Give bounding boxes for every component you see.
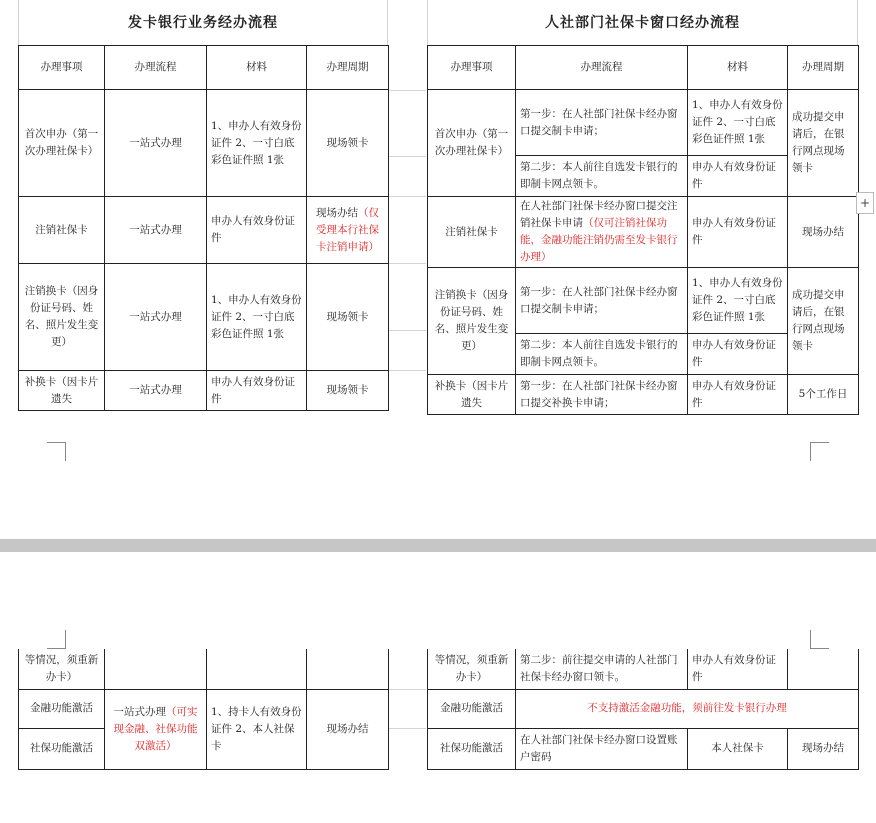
table-row <box>19 689 389 728</box>
process-text: 一站式办理 <box>113 705 166 718</box>
cell-empty <box>788 649 859 689</box>
cell-process: 在人社部门社保卡经办窗口设置账户密码 <box>516 728 688 769</box>
expand-icon[interactable]: + <box>856 192 874 214</box>
table-row <box>428 268 859 334</box>
page-guide <box>388 90 426 91</box>
table-row <box>19 197 389 264</box>
cell-material: 申办人有效身份证件 <box>688 334 788 375</box>
page-guide <box>388 728 426 729</box>
right-table-continued <box>427 649 859 770</box>
cell-step: 第二步：本人前往自选发卡银行的即制卡网点领卡。 <box>516 156 688 197</box>
cell-item: 注销换卡（因身份证号码、姓名、照片发生变更） <box>19 264 105 371</box>
page-break-gap <box>0 539 876 552</box>
page-corner-mark <box>810 442 829 461</box>
cell-material: 申办人有效身份证件 <box>688 197 788 268</box>
process-note: （仅可注销社保功能，金融功能注销仍需至发卡银行办理） <box>520 217 678 263</box>
cell-note: 不支持激活金融功能，须前往发卡银行办理 <box>516 689 859 728</box>
cell-material: 申办人有效身份证件 <box>207 371 307 411</box>
cell-material: 申办人有效身份证件 <box>688 375 788 415</box>
page-guide <box>388 689 426 690</box>
cell-period: 5个工作日 <box>788 375 859 415</box>
header-process: 办理流程 <box>105 46 207 90</box>
page-guide <box>388 370 426 371</box>
table-row <box>428 689 859 728</box>
cell-step: 第一步：在人社部门社保卡经办窗口提交制卡申请； <box>516 90 688 156</box>
cell-material: 申办人有效身份证件 <box>688 156 788 197</box>
cell-process: 一站式办理 <box>105 264 207 371</box>
page-corner-mark <box>47 630 66 649</box>
cell-material: 1、申办人有效身份证件 2、一寸白底彩色证件照 1张 <box>207 264 307 371</box>
header-process: 办理流程 <box>516 46 688 90</box>
cell-material: 申办人有效身份证件 <box>688 649 788 689</box>
cell-period: 现场领卡 <box>307 264 389 371</box>
right-table <box>427 45 859 415</box>
table-row <box>428 197 859 268</box>
table-row <box>19 90 389 197</box>
cell-process <box>105 689 207 769</box>
cell-item: 注销社保卡 <box>428 197 516 268</box>
cell-material: 申办人有效身份证件 <box>207 197 307 264</box>
header-period: 办理周期 <box>788 46 859 90</box>
cell-item: 社保功能激活 <box>428 728 516 769</box>
cell-item: 补换卡（因卡片遗失 <box>428 375 516 415</box>
process-note: （可实现金融、社保功能双激活） <box>113 705 198 752</box>
cell-period: 成功提交申请后，在银行网点现场领卡 <box>788 90 859 197</box>
table-row <box>19 649 389 689</box>
header-item: 办理事项 <box>19 46 105 90</box>
cell-item: 社保功能激活 <box>19 728 105 769</box>
page-corner-mark <box>47 442 66 461</box>
table-row <box>428 375 859 415</box>
right-title: 人社部门社保卡窗口经办流程 <box>545 15 740 31</box>
cell-period: 现场领卡 <box>307 371 389 411</box>
table-row <box>428 649 859 689</box>
cell-step: 第一步：在人社部门社保卡经办窗口提交补换卡申请； <box>516 375 688 415</box>
cell-item: 等情况，须重新办卡） <box>428 649 516 689</box>
page-corner-mark <box>810 630 829 649</box>
table-row <box>19 264 389 371</box>
header-item: 办理事项 <box>428 46 516 90</box>
header-material: 材料 <box>207 46 307 90</box>
cell-empty <box>307 649 389 689</box>
cell-item: 注销社保卡 <box>19 197 105 264</box>
table-row <box>428 90 859 156</box>
cell-process <box>516 197 688 268</box>
cell-item: 注销换卡（因身份证号码、姓名、照片发生变更） <box>428 268 516 375</box>
cell-step: 第二步：本人前往自选发卡银行的即制卡网点领卡。 <box>516 334 688 375</box>
cell-empty <box>105 649 207 689</box>
page-guide <box>388 196 426 197</box>
cell-item: 金融功能激活 <box>19 689 105 728</box>
cell-period <box>307 197 389 264</box>
cell-period: 现场办结 <box>788 728 859 769</box>
page-guide <box>388 330 426 331</box>
cell-item: 首次申办（第一次办理社保卡） <box>428 90 516 197</box>
cell-item: 等情况，须重新办卡） <box>19 649 105 689</box>
cell-period: 现场领卡 <box>307 90 389 197</box>
header-material: 材料 <box>688 46 788 90</box>
cell-step: 第二步：前往提交申请的人社部门社保卡经办窗口领卡。 <box>516 649 688 689</box>
cell-period: 现场办结 <box>307 689 389 769</box>
cell-period: 现场办结 <box>788 197 859 268</box>
period-text: 现场办结 <box>316 206 358 219</box>
cell-process: 一站式办理 <box>105 371 207 411</box>
process-text: 在人社部门社保卡经办窗口提交注销社保卡申请 <box>520 200 678 229</box>
cell-material: 1、申办人有效身份证件 2、一寸白底彩色证件照 1张 <box>207 90 307 197</box>
cell-material: 1、持卡人有效身份证件 2、本人社保卡 <box>207 689 307 769</box>
table-row <box>428 728 859 769</box>
table-row <box>19 371 389 411</box>
cell-item: 金融功能激活 <box>428 689 516 728</box>
header-period: 办理周期 <box>307 46 389 90</box>
cell-item: 补换卡（因卡片遗失 <box>19 371 105 411</box>
period-note: （仅受理本行社保卡注销申请） <box>316 206 379 253</box>
cell-process: 一站式办理 <box>105 197 207 264</box>
page-guide <box>388 263 426 264</box>
cell-process: 一站式办理 <box>105 90 207 197</box>
left-title: 发卡银行业务经办流程 <box>128 15 278 31</box>
cell-step: 第一步：在人社部门社保卡经办窗口提交制卡申请； <box>516 268 688 334</box>
cell-period: 成功提交申请后，在银行网点现场领卡 <box>788 268 859 375</box>
cell-material: 1、申办人有效身份证件 2、一寸白底彩色证件照 1张 <box>688 90 788 156</box>
cell-item: 首次申办（第一次办理社保卡） <box>19 90 105 197</box>
cell-empty <box>207 649 307 689</box>
left-table <box>18 45 389 411</box>
page-guide <box>388 156 426 157</box>
left-table-continued <box>18 649 389 770</box>
cell-material: 本人社保卡 <box>688 728 788 769</box>
cell-material: 1、申办人有效身份证件 2、一寸白底彩色证件照 1张 <box>688 268 788 334</box>
